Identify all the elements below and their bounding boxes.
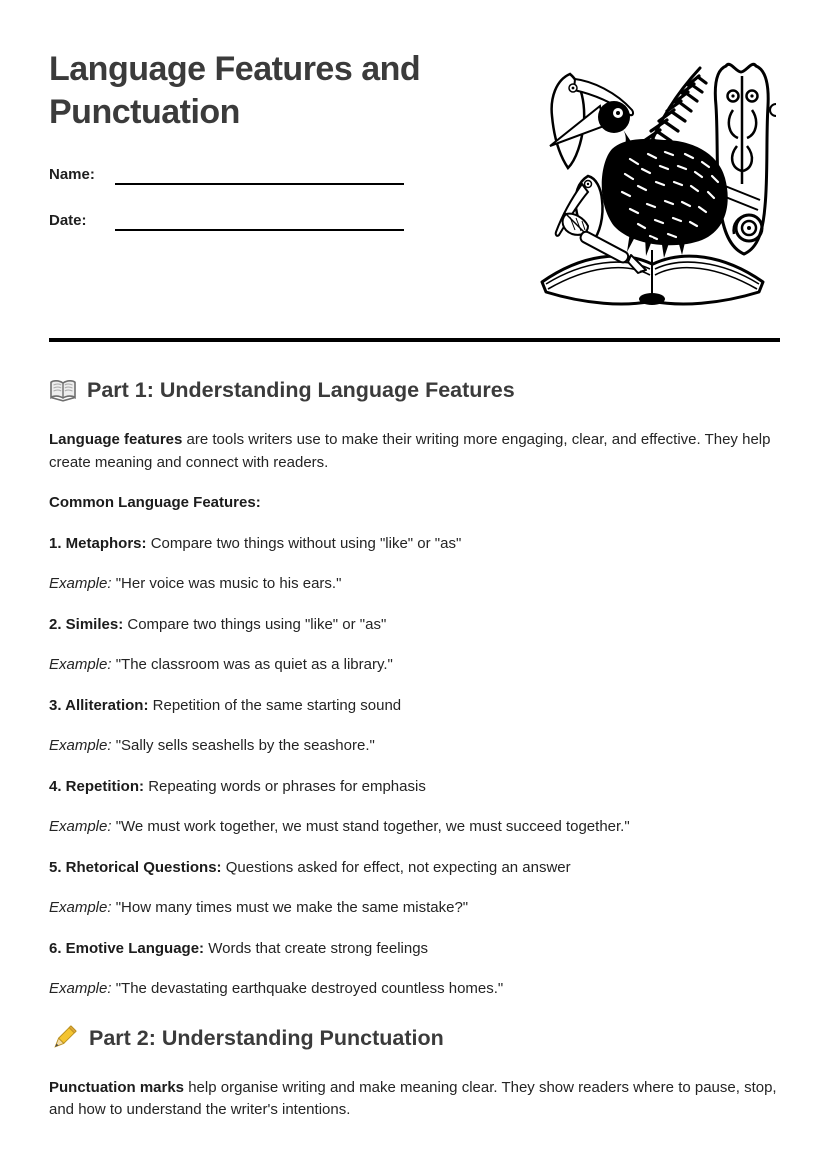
feature-item (49, 614, 780, 637)
pencil-icon (49, 1023, 79, 1053)
example-label: Example: (49, 737, 112, 754)
example-label: Example: (49, 818, 112, 835)
feature-definition: Compare two things without using "like" or "as" (150, 534, 462, 552)
section-divider (49, 338, 780, 342)
open-book-icon (49, 378, 77, 402)
small-c-mark (770, 104, 776, 116)
header-left (49, 48, 519, 253)
open-book (542, 250, 763, 305)
example-line (49, 654, 780, 677)
example-text: "Her voice was music to his ears." (115, 575, 342, 592)
example-line (49, 897, 780, 920)
example-text: "The devastating earthquake destroyed countless homes." (115, 980, 504, 997)
example-text: "We must work together, we must stand together, we must succeed together." (115, 818, 630, 835)
feature-definition: Repetition of the same starting sound (152, 696, 402, 714)
part2-intro-lead: Punctuation marks (49, 1078, 185, 1096)
part2-heading-text: Part 2: Understanding Punctuation (89, 1025, 444, 1050)
date-label: Date: (49, 212, 87, 229)
part2-heading (49, 1023, 780, 1053)
example-line (49, 978, 780, 1001)
maori-carving-panel (715, 64, 776, 254)
page-title: Language Features and Punctuation (49, 50, 421, 131)
student-fields (49, 161, 519, 231)
date-input-line[interactable] (115, 211, 404, 231)
part2-intro (49, 1077, 780, 1122)
feature-item (49, 857, 780, 880)
example-text: "How many times must we make the same mistake?" (115, 899, 469, 916)
example-label: Example: (49, 899, 112, 916)
feature-item (49, 695, 780, 718)
example-text: "The classroom was as quiet as a library." (115, 656, 393, 673)
date-field-row (49, 207, 519, 231)
feature-term: 2. Similes: (49, 615, 124, 633)
example-label: Example: (49, 575, 112, 592)
feature-item (49, 938, 780, 961)
feature-term: 5. Rhetorical Questions: (49, 858, 222, 876)
example-line (49, 735, 780, 758)
feature-definition: Words that create strong feelings (208, 939, 429, 957)
kiwi-book-illustration (530, 54, 780, 309)
feature-item (49, 776, 780, 799)
feature-definition: Questions asked for effect, not expecting an answer (225, 858, 571, 876)
feature-item (49, 533, 780, 556)
part1-intro-lead: Language features (49, 431, 183, 448)
part1-intro (49, 429, 780, 474)
part1-heading (49, 375, 780, 405)
example-line (49, 816, 780, 839)
name-input-line[interactable] (115, 165, 404, 185)
example-line (49, 573, 780, 596)
part1-intro-text: are tools writers use to make their writing more engaging, clear, and effective. They help create meaning and connect with readers. (49, 431, 771, 471)
feature-term: 4. Repetition: (49, 777, 145, 795)
feature-definition: Repeating words or phrases for emphasis (148, 777, 426, 795)
feature-term: 1. Metaphors: (49, 534, 147, 552)
part2-intro-text: help organise writing and make meaning clear. They show readers where to pause, stop, and how to understand the writer's intentions. (49, 1078, 777, 1118)
example-text: "Sally sells seashells by the seashore." (115, 737, 375, 754)
feature-definition: Compare two things using "like" or "as" (127, 615, 387, 633)
example-label: Example: (49, 656, 112, 673)
page-header (49, 48, 780, 310)
example-label: Example: (49, 980, 112, 997)
feature-term: 6. Emotive Language: (49, 939, 205, 957)
part1-list-heading: Common Language Features: (49, 494, 261, 511)
part1-heading-text: Part 1: Understanding Language Features (87, 378, 515, 402)
name-field-row (49, 161, 519, 185)
feature-term: 3. Alliteration: (49, 696, 149, 714)
name-label: Name: (49, 166, 95, 183)
